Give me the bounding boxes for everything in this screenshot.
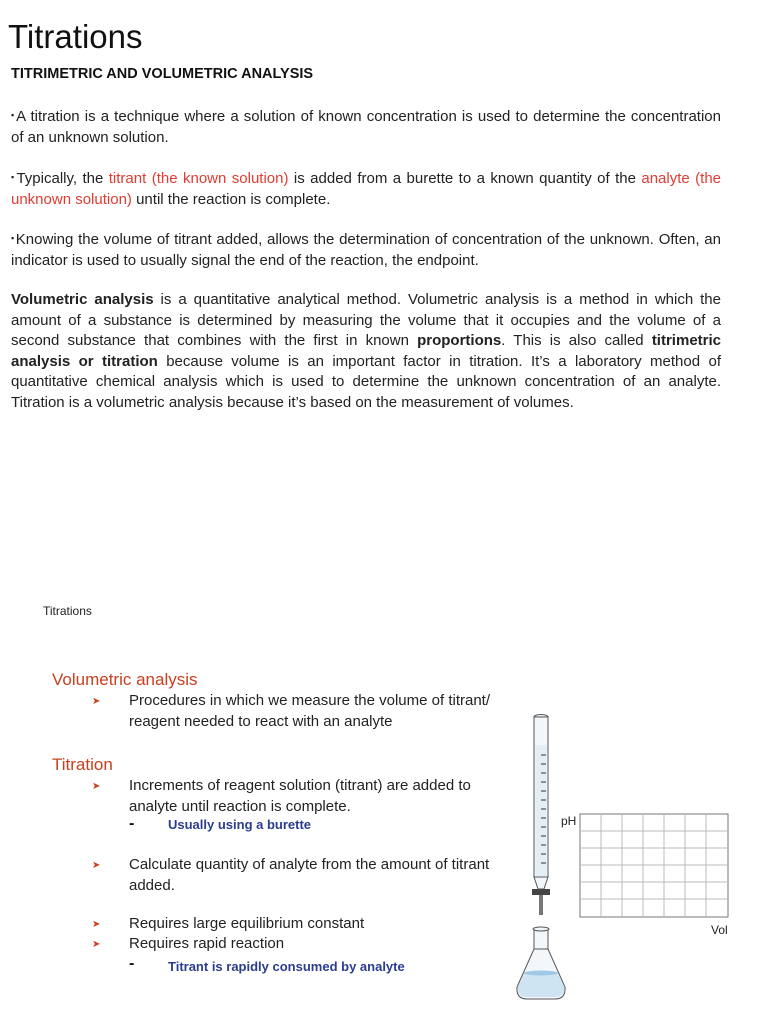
arrow-bullet-icon: ➤	[92, 860, 101, 871]
list-item: Procedures in which we measure the volume of titrant/ reagent needed to react with an analyte	[129, 692, 491, 730]
bullet-icon: ▪	[11, 110, 16, 120]
arrow-bullet-icon: ➤	[92, 696, 101, 707]
graph-grid	[580, 814, 728, 917]
paragraph-volumetric-analysis	[11, 290, 721, 413]
bold-term: proportions	[417, 332, 502, 349]
arrow-bullet-icon: ➤	[92, 919, 101, 930]
titration-graph	[555, 808, 740, 938]
burette-icon	[532, 715, 550, 916]
list-item: Increments of reagent solution (titrant) are added to analyte until reaction is complete.	[129, 777, 471, 815]
list-item: Requires rapid reaction	[129, 935, 285, 952]
paragraph-indicator	[11, 228, 721, 271]
paragraph-text: Knowing the volume of titrant added, allows the determination of concentration of the unknown. Often, an indicator is used to usually signal the end of the reaction, the endpoint.	[11, 231, 721, 269]
titration-heading: Titration	[52, 755, 113, 774]
paragraph-text: because volume is an important factor in titration. It’s a laboratory method of quantitative chemical analysis which is used to determine the unknown concentration of an analyte. Titration is a volumetric analysis because it’s based on the measurement of volumes.	[11, 352, 721, 411]
sub-list-item: Titrant is rapidly consumed by analyte	[168, 959, 405, 974]
bullet-icon: ▪	[11, 172, 16, 182]
list-item: Calculate quantity of analyte from the amount of titrant added.	[129, 856, 490, 894]
paragraph-text: until the reaction is complete.	[131, 190, 331, 208]
paragraph-text: is added from a burette to a known quantity of the	[288, 170, 642, 187]
paragraph-text: Typically, the	[16, 170, 109, 187]
titrant-highlight: titrant (the known solution)	[108, 170, 289, 187]
analyte-highlight: analyte (the unknown solution)	[11, 170, 722, 208]
section-subtitle: TITRIMETRIC AND VOLUMETRIC ANALYSIS	[11, 66, 314, 82]
page-title: Titrations	[8, 18, 143, 55]
graph-y-label: pH	[561, 814, 577, 828]
bold-term: titrimetric analysis or titration	[11, 332, 721, 370]
paragraph-titrant	[11, 167, 721, 210]
sub-list-item: Usually using a burette	[168, 817, 312, 832]
bullet-icon: ▪	[11, 233, 15, 243]
graph-x-label: Vol	[711, 923, 728, 937]
bold-term: Volumetric analysis	[11, 291, 154, 308]
dash-bullet-icon: -	[129, 815, 135, 832]
dash-bullet-icon: -	[129, 955, 135, 972]
paragraph-text: is a quantitative analytical method. Volumetric analysis is a method in which the amount of a substance is determined by measuring the volume that it occupies and the volume of a second substance that combines with the first in known	[11, 291, 721, 349]
arrow-bullet-icon: ➤	[92, 781, 101, 792]
slide-label: Titrations	[43, 604, 92, 618]
volumetric-heading: Volumetric analysis	[52, 670, 198, 689]
paragraph-text: A titration is a technique where a solution of known concentration is used to determine the concentration of an unknown solution.	[11, 108, 721, 146]
paragraph-titration-definition	[11, 105, 721, 148]
paragraph-text: . This is also called	[501, 332, 652, 349]
list-item: Requires large equilibrium constant	[129, 915, 365, 932]
arrow-bullet-icon: ➤	[92, 939, 101, 950]
